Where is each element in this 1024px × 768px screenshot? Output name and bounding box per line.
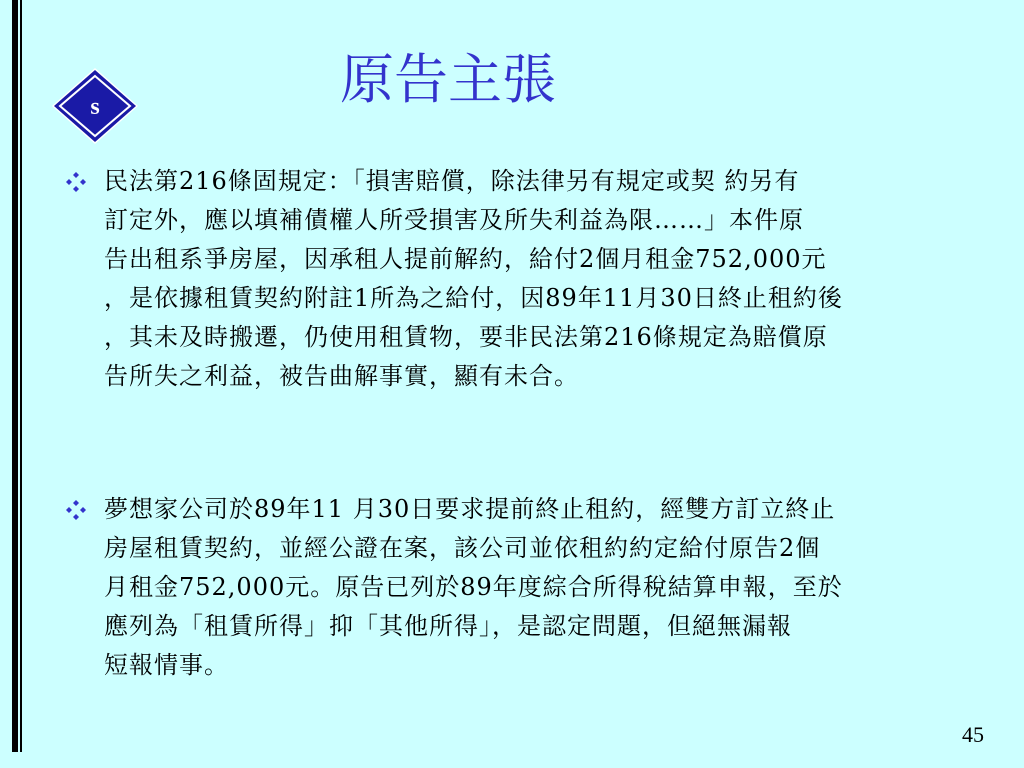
paragraph-line: 告所失之利益，被告曲解事實，顯有未合。 <box>104 362 579 390</box>
paragraph-line: 民法第216條固規定：「損害賠償，除法律另有規定或契 約另有 <box>104 167 800 195</box>
paragraph-line: 月租金752,000元。原告已列於89年度綜合所得稅結算申報，至於 <box>104 573 843 601</box>
page-title: 原告主張 <box>340 48 556 111</box>
diamond-s-logo-icon <box>50 66 140 146</box>
paragraph-line: 告出租系爭房屋，因承租人提前解約，給付2個月租金752,000元 <box>104 245 827 273</box>
paragraph-line: ，是依據租賃契約附註1所為之給付，因89年11月30日終止租約後 <box>104 284 843 312</box>
paragraph-line: 短報情事。 <box>104 651 229 679</box>
left-border-thin <box>20 0 22 752</box>
bullet-paragraph-2 <box>104 490 994 685</box>
paragraph-line: 房屋租賃契約，並經公證在案，該公司並依租約約定給付原告2個 <box>104 534 821 562</box>
paragraph-line: 訂定外，應以填補債權人所受損害及所失利益為限……」本件原 <box>104 206 804 234</box>
logo-letter: s <box>90 94 100 120</box>
page-number: 45 <box>962 722 984 747</box>
left-border-thick <box>12 0 18 752</box>
four-diamond-bullet-icon <box>64 170 88 194</box>
bullet-paragraph-1 <box>104 162 994 396</box>
paragraph-line: 應列為「租賃所得」抑「其他所得」，是認定問題，但絕無漏報 <box>104 612 792 640</box>
paragraph-line: ，其未及時搬遷，仍使用租賃物，要非民法第216條規定為賠償原 <box>104 323 828 351</box>
paragraph-line: 夢想家公司於89年11 月30日要求提前終止租約，經雙方訂立終止 <box>104 495 836 523</box>
four-diamond-bullet-icon <box>64 498 88 522</box>
